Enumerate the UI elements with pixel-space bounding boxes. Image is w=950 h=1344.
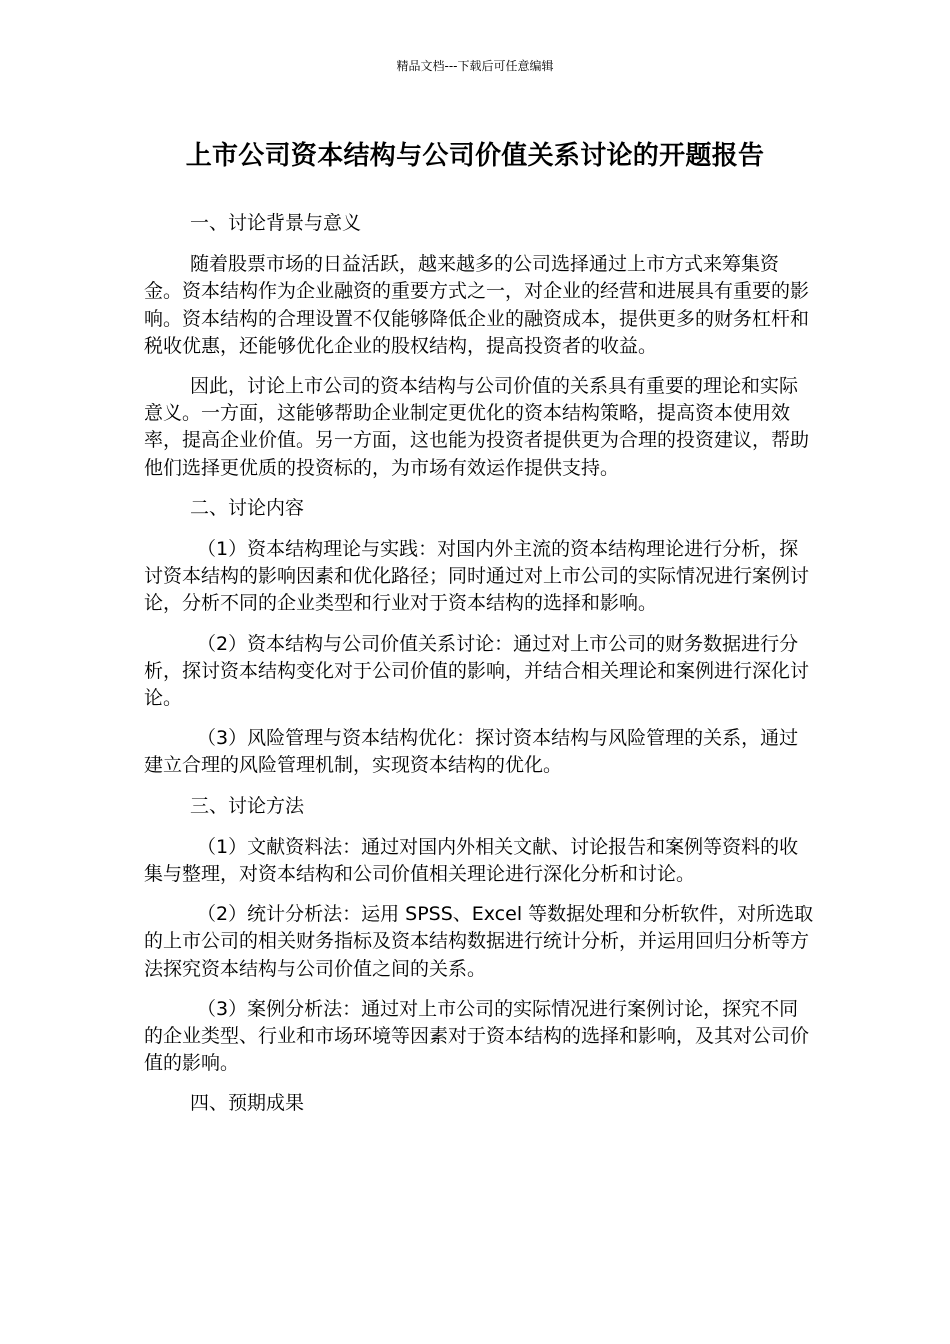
method-item-1: （1）文献资料法：通过对国内外相关文献、讨论报告和案例等资料的收集与整理，对资本结构和公司价值相关理论进行深化分析和讨论。 xyxy=(144,835,799,886)
content-item-1: （1）资本结构理论与实践：对国内外主流的资本结构理论进行分析，探讨资本结构的影响因素和优化路径；同时通过对上市公司的实际情况进行案例讨论，分析不同的企业类型和行业对于资本结构的选择和影响。 xyxy=(144,538,810,615)
section-heading-background: 一、讨论背景与意义 xyxy=(190,212,362,234)
document-body xyxy=(144,210,816,1132)
background-paragraph-1: 随着股票市场的日益活跃，越来越多的公司选择通过上市方式来筹集资金。资本结构作为企业融资的重要方式之一，对企业的经营和进展具有重要的影响。资本结构的合理设置不仅能够降低企业的融资成本，提供更多的财务杠杆和税收优惠，还能够优化企业的股权结构，提高投资者的收益。 xyxy=(144,253,810,357)
section-heading-expected-results: 四、预期成果 xyxy=(190,1092,305,1115)
document-title: 上市公司资本结构与公司价值关系讨论的开题报告 xyxy=(185,141,765,171)
content-item-2: （2）资本结构与公司价值关系讨论：通过对上市公司的财务数据进行分析，探讨资本结构变化对于公司价值的影响，并结合相关理论和案例进行深化讨论。 xyxy=(144,632,810,710)
section-heading-content: 二、讨论内容 xyxy=(190,496,305,519)
background-paragraph-2: 因此，讨论上市公司的资本结构与公司价值的关系具有重要的理论和实际意义。一方面，这能够帮助企业制定更优化的资本结构策略，提高资本使用效率，提高企业价值。另一方面，这也能为投资者提供更为合理的投资建议，帮助他们选择更优质的投资标的，为市场有效运作提供支持。 xyxy=(144,375,810,479)
content-item-3: （3）风险管理与资本结构优化：探讨资本结构与风险管理的关系，通过建立合理的风险管理机制，实现资本结构的优化。 xyxy=(144,727,799,777)
section-heading-methods: 三、讨论方法 xyxy=(190,794,305,817)
method-item-2: （2）统计分析法：运用 SPSS、Excel 等数据处理和分析软件，对所选取的上市公司的相关财务指标及资本结构数据进行统计分析，并运用回归分析等方法探究资本结构与公司价值之间的关系。 xyxy=(144,903,814,980)
method-item-3: （3）案例分析法：通过对上市公司的实际情况进行案例讨论，探究不同的企业类型、行业和市场环境等因素对于资本结构的选择和影响，及其对公司价值的影响。 xyxy=(144,997,810,1075)
header-note: 精品文档---下载后可任意编辑 xyxy=(396,59,554,73)
